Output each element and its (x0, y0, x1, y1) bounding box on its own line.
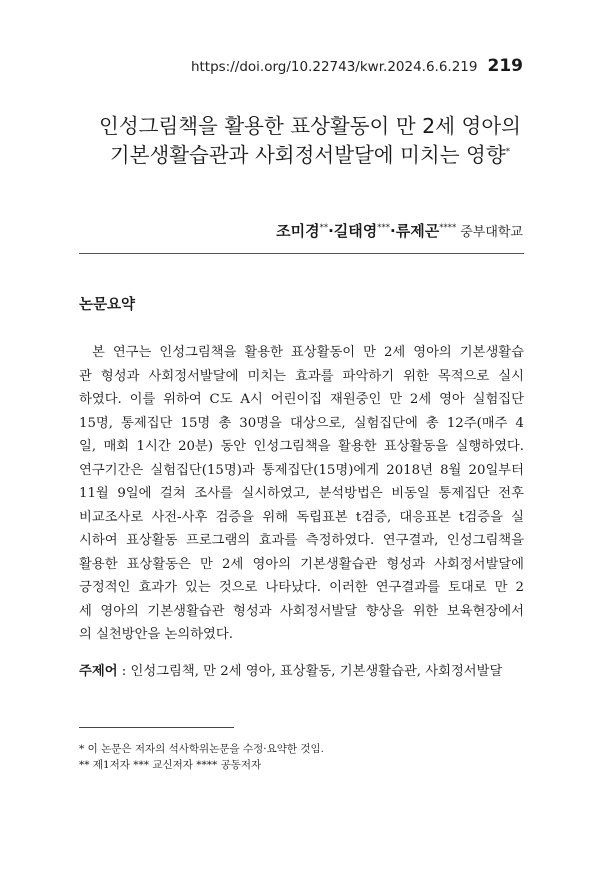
footnote-1: * 이 논문은 저자의 석사학위논문을 수정·요약한 것임. (79, 743, 324, 755)
doi-link[interactable]: https://doi.org/10.22743/kwr.2024.6.6.219 (190, 59, 478, 75)
keywords-colon: : (117, 664, 131, 679)
page-header (191, 56, 523, 76)
keywords (79, 660, 524, 679)
abstract-line: 관 형성과 사회정서발달에 미치는 효과를 파악하기 위한 목적으로 실시 (79, 368, 524, 384)
author-separator: · (390, 222, 396, 240)
footnote-2: ** 제1저자 *** 교신저자 **** 공동저자 (79, 759, 262, 771)
keywords-text: 인성그림책, 만 2세 영아, 표상활동, 기본생활습관, 사회정서발달 (130, 664, 503, 679)
abstract-line: 긍정적인 효과가 있는 것으로 나타났다. 이러한 연구결과를 토대로 만 2 (79, 580, 524, 595)
keywords-label: 주제어 (79, 664, 118, 679)
abstract-line: 활용한 표상활동은 만 2세 영아의 기본생활습관 형성과 사회정서발달에 (79, 556, 524, 572)
title-line-2 (40, 141, 580, 170)
abstract-line: 의 실천방안을 논의하였다. (79, 627, 233, 642)
author-list (276, 220, 523, 241)
abstract-line: 세 영아의 기본생활습관 형성과 사회정서발달 향상을 위한 보육현장에서 (79, 603, 524, 619)
author-mark: **** (439, 223, 457, 233)
abstract-line: 15명, 통제집단 15명 총 30명을 대상으로, 실험집단에 총 12주(매주 4 (79, 415, 524, 431)
author-mark: ** (319, 223, 329, 233)
abstract-line: 비교조사로 사전-사후 검증을 위해 독립표본 t검증, 대응표본 t검증을 실 (79, 509, 524, 525)
footnote-divider (79, 727, 234, 728)
title-line-1: 인성그림책을 활용한 표상활동이 만 2세 영아의 (99, 114, 521, 138)
abstract-line: 연구기간은 실험집단(15명)과 통제집단(15명)에게 2018년 8월 20일부터 (79, 462, 524, 478)
abstract-line: 11월 9일에 걸쳐 조사를 실시하였고, 분석방법은 비동일 통제집단 전후 (79, 486, 524, 501)
abstract-body (79, 341, 524, 647)
title-line-2-text: 기본생활습관과 사회정서발달에 미치는 영향 (109, 143, 506, 167)
footnotes (79, 741, 324, 773)
author-separator: · (328, 222, 334, 240)
abstract-line: 일, 매회 1시간 20분) 동안 인성그림책을 활용한 표상활동을 실행하였다. (79, 439, 524, 454)
page-number: 219 (487, 56, 523, 76)
author-name: 조미경 (276, 222, 320, 240)
abstract-heading: 논문요약 (79, 297, 136, 313)
author-name: 길태영 (333, 222, 378, 240)
author-mark: *** (377, 223, 391, 233)
abstract-line: 시하여 표상활동 프로그램의 효과를 측정하였다. 연구결과, 인성그림책을 (79, 533, 524, 548)
title-footnote-marker: * (505, 147, 511, 158)
header-divider (79, 253, 524, 254)
author-name: 류제곤 (395, 222, 440, 240)
affiliation: 중부대학교 (460, 225, 523, 240)
abstract-line: 본 연구는 인성그림책을 활용한 표상활동이 만 2세 영아의 기본생활습 (92, 345, 524, 360)
abstract-line: 하였다. 이를 위하여 C도 A시 어린이집 재원중인 만 2세 영아 실험집단 (79, 392, 524, 407)
paper-title (40, 112, 580, 170)
